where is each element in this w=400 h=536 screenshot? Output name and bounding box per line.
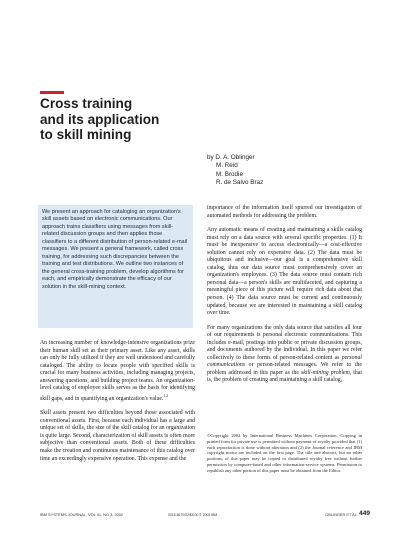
- author-line: M. Brodie: [216, 170, 243, 178]
- title-accent-bar: [40, 91, 64, 94]
- footer-authors: OBLINGER ET AL.: [325, 512, 358, 517]
- author-list: [207, 154, 357, 187]
- paragraph-text: , that is, the problem of creating and maintaining a skill catalog,: [207, 369, 362, 384]
- author-line: R. de Salvo Braz: [216, 178, 264, 186]
- footer-journal: IBM SYSTEMS JOURNAL, VOL 41, NO 3, 2002: [40, 512, 124, 517]
- body-column-right: [207, 205, 362, 392]
- abstract-text: We present an approach for cataloging an organization's skill assets based on electronic communications. Our approach trains classifiers using messages from skill-related discussion groups and then applies those classifiers to a different distribution of person-related e-mail messages. We present a general framework, called cross training, for addressing such discrepancies between the training and test distributions. We outline two instances of the general cross-training problem, develop algorithms for each, and empirically demonstrate the efficacy of our solution in the skill-mining context.: [42, 209, 188, 290]
- footer-issn: 0018-8670/02/$5.00 © 2002 IBM: [168, 513, 218, 517]
- paragraph-text: or person-related messages. We refer to the problem addressed in this paper as the: [207, 362, 362, 376]
- body-paragraph: [40, 340, 195, 403]
- copyright-notice: ©Copyright 2002 by International Business Machines Corporation. Copying in printed form for private use is permitted without payment of royalty provided that (1) each reproduction is done without alteration and (2) the Journal reference and IBM copyright notice are included on the first page. The title and abstract, but no other portions, of this paper may be copied or distributed royalty free without further permission by computer-based and other information-service systems. Permission to republish any other portion of this paper must be obtained from the Editor.: [207, 433, 362, 473]
- page-number: 449: [359, 510, 370, 517]
- paragraph-text: For many organizations the only data source that satisfies all four of our requirements is personal electronic communications. This includes e-mail, postings into public or private discussion groups, and documents authored by the individual. In this paper we refer collectively to these forms of person-related content as: [207, 324, 362, 361]
- article-title: [40, 96, 300, 143]
- title-line: Cross training: [40, 96, 133, 111]
- author-line: by D. A. Oblinger: [207, 154, 255, 161]
- author-line: M. Reid: [216, 162, 238, 170]
- paragraph-text: An increasing number of knowledge-intensive organizations prize their human skill set as their primary asset. Like any asset, skills can only be fully utilized if they are well understood and carefully cataloged. The ability to locate people with specified skills is crucial for many business activities, including managing projects, answering questions, and building project teams. An organization-level catalog of employee skills serves as the basis for identifying skill gaps, and in quantifying an organization's value.: [40, 340, 195, 402]
- citation-ref: 1,2: [163, 393, 169, 398]
- emphasis-term: personal communications: [207, 354, 362, 369]
- body-paragraph: Any automatic means of creating and maintaining a skills catalog must rely on a data source with several specific properties. (1) It must be inexpensive to access electronically—a cost-effective solution cannot rely on expensive data. (2) The data must be ubiquitous and inclusive—our goal is a comprehensive skill catalog, thus our data source must comprehensively cover an organization's employees. (3) The data source must contain rich personal data—a person's skills are multifaceted, and capturing a meaningful piece of this picture will require rich data about that person. (4) The data source must be current and continuously updated, because we are interested in maintaining a skill catalog over time.: [207, 227, 362, 317]
- emphasis-term: skill-mining problem: [301, 369, 350, 376]
- body-column-left: [40, 340, 195, 470]
- title-line: to skill mining: [40, 127, 132, 142]
- body-paragraph: importance of the information itself spurred our investigation of automated methods for addressing the problem.: [207, 205, 362, 219]
- title-line: and its application: [40, 111, 160, 127]
- body-paragraph: Skill assets present two difficulties beyond those associated with conventional assets. First, because each individual has a large and unique set of skills, the size of the skill catalog for an organization is quite large. Second, characterization of skill assets is often more subjective than conventional assets. Both of these difficulties make the creation and continuous maintenance of this catalog over time an exceedingly expensive operation. This expense and the: [40, 410, 195, 462]
- body-paragraph: [207, 325, 362, 385]
- page-footer: [40, 511, 370, 519]
- abstract-box: [38, 205, 193, 328]
